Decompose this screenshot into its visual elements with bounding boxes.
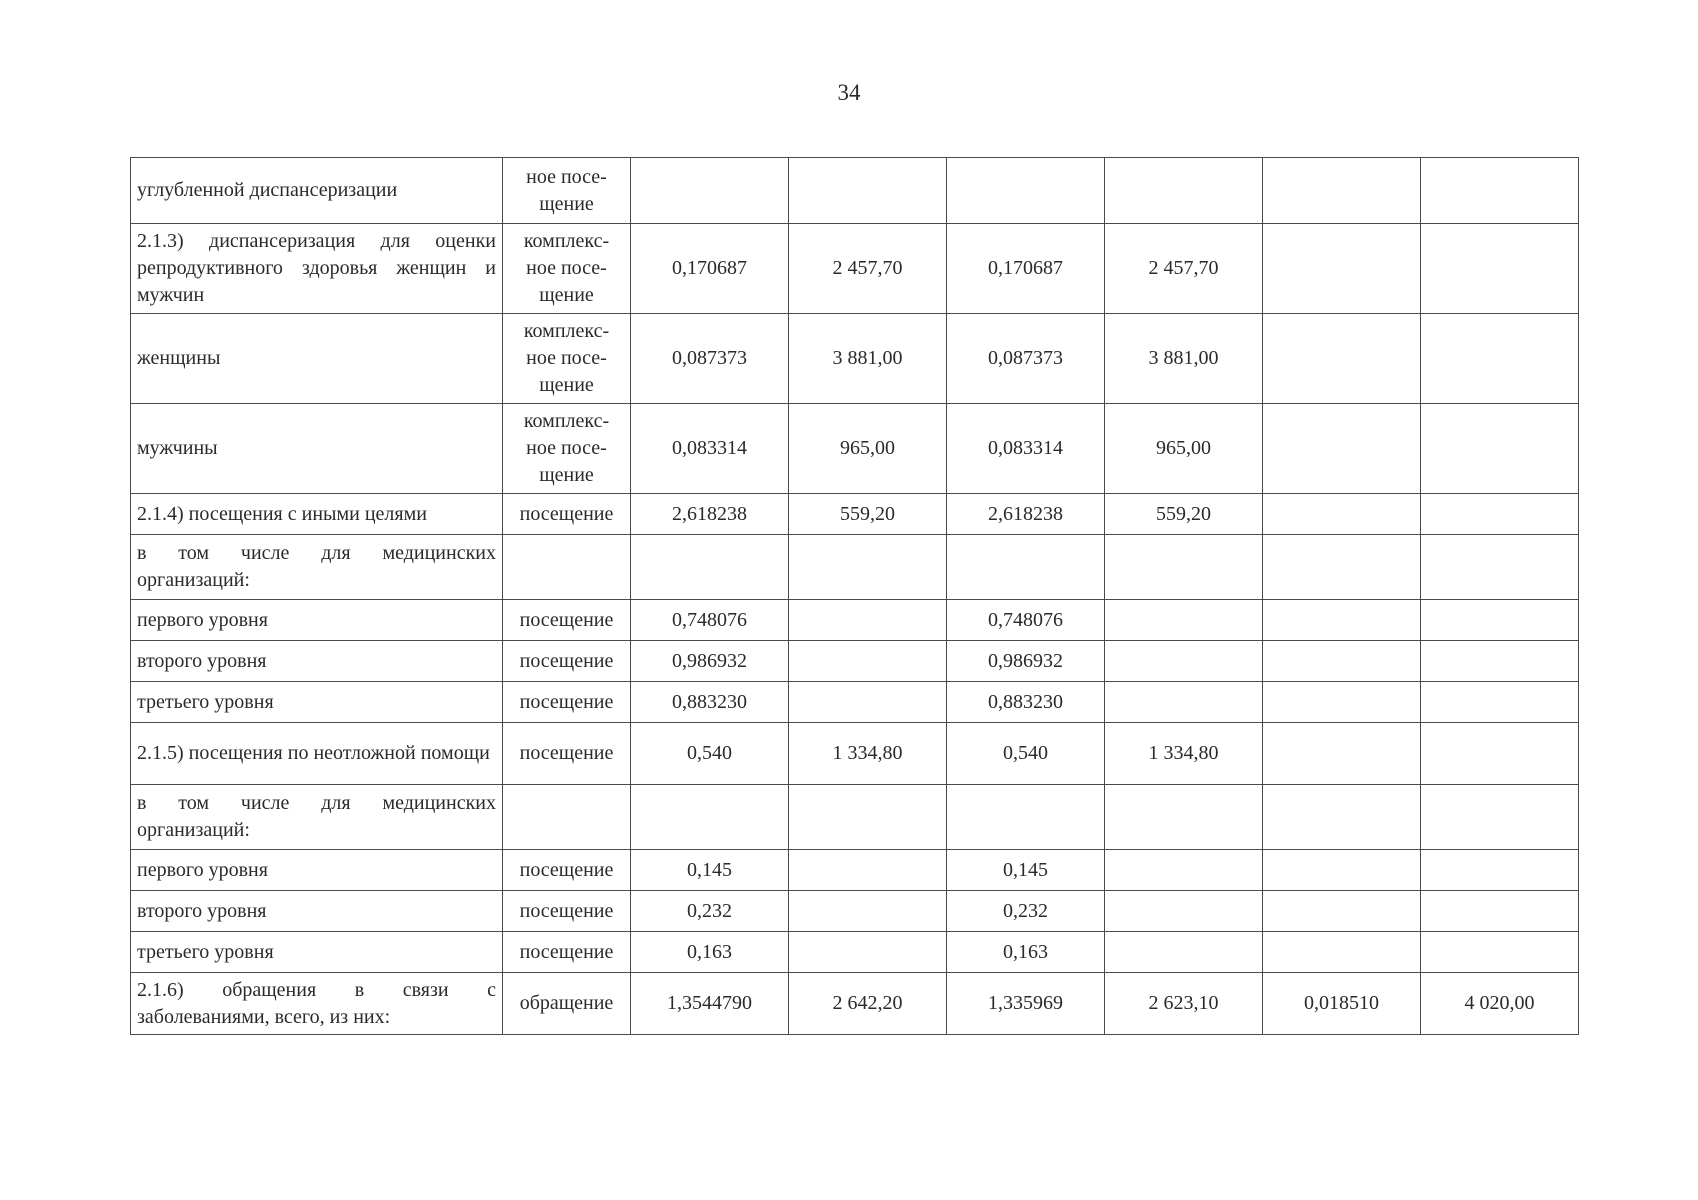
table-row bbox=[131, 224, 1579, 314]
value-cell: 0,163 bbox=[631, 932, 789, 973]
value-cell: 4 020,00 bbox=[1421, 973, 1579, 1035]
value-cell bbox=[1263, 891, 1421, 932]
value-cell bbox=[789, 682, 947, 723]
row-label: первого уровня bbox=[131, 850, 503, 891]
table-row bbox=[131, 494, 1579, 535]
unit-cell: посещение bbox=[503, 932, 631, 973]
value-cell: 965,00 bbox=[1105, 404, 1263, 494]
value-cell: 0,170687 bbox=[947, 224, 1105, 314]
value-cell bbox=[789, 158, 947, 224]
table-row bbox=[131, 535, 1579, 600]
unit-cell: посещение bbox=[503, 682, 631, 723]
value-cell bbox=[1421, 314, 1579, 404]
value-cell: 0,163 bbox=[947, 932, 1105, 973]
value-cell bbox=[947, 158, 1105, 224]
value-cell bbox=[1421, 404, 1579, 494]
table-row bbox=[131, 600, 1579, 641]
value-cell: 3 881,00 bbox=[789, 314, 947, 404]
row-label: третьего уровня bbox=[131, 932, 503, 973]
value-cell: 0,986932 bbox=[631, 641, 789, 682]
row-label: в том числе для медицинских организаций: bbox=[131, 785, 503, 850]
table-row bbox=[131, 932, 1579, 973]
table-row bbox=[131, 850, 1579, 891]
table-row bbox=[131, 641, 1579, 682]
value-cell: 0,145 bbox=[947, 850, 1105, 891]
unit-cell bbox=[503, 535, 631, 600]
value-cell bbox=[1263, 224, 1421, 314]
row-label: второго уровня bbox=[131, 641, 503, 682]
table-row bbox=[131, 682, 1579, 723]
value-cell bbox=[1263, 535, 1421, 600]
unit-cell: посещение bbox=[503, 891, 631, 932]
table-row bbox=[131, 891, 1579, 932]
value-cell bbox=[1421, 535, 1579, 600]
value-cell bbox=[1105, 682, 1263, 723]
value-cell bbox=[1105, 891, 1263, 932]
row-label: первого уровня bbox=[131, 600, 503, 641]
unit-cell: посещение bbox=[503, 723, 631, 785]
page-number: 34 bbox=[837, 80, 861, 105]
value-cell: 0,087373 bbox=[947, 314, 1105, 404]
value-cell: 559,20 bbox=[789, 494, 947, 535]
value-cell: 965,00 bbox=[789, 404, 947, 494]
value-cell: 0,232 bbox=[947, 891, 1105, 932]
value-cell bbox=[1263, 158, 1421, 224]
unit-cell: комплекс- ное посе- щение bbox=[503, 224, 631, 314]
value-cell: 0,232 bbox=[631, 891, 789, 932]
value-cell bbox=[1421, 682, 1579, 723]
unit-cell: посещение bbox=[503, 850, 631, 891]
value-cell bbox=[1421, 932, 1579, 973]
value-cell bbox=[1421, 785, 1579, 850]
unit-cell: ное посе- щение bbox=[503, 158, 631, 224]
value-cell bbox=[631, 785, 789, 850]
unit-cell: посещение bbox=[503, 494, 631, 535]
unit-cell bbox=[503, 785, 631, 850]
value-cell: 2 623,10 bbox=[1105, 973, 1263, 1035]
value-cell bbox=[789, 600, 947, 641]
value-cell bbox=[947, 535, 1105, 600]
value-cell bbox=[1105, 158, 1263, 224]
value-cell bbox=[631, 158, 789, 224]
table-row bbox=[131, 158, 1579, 224]
value-cell: 0,540 bbox=[631, 723, 789, 785]
value-cell: 2,618238 bbox=[947, 494, 1105, 535]
value-cell bbox=[1105, 641, 1263, 682]
unit-cell: обращение bbox=[503, 973, 631, 1035]
value-cell bbox=[1263, 723, 1421, 785]
standards-table bbox=[130, 157, 1579, 1035]
value-cell bbox=[1263, 850, 1421, 891]
value-cell: 0,145 bbox=[631, 850, 789, 891]
value-cell: 3 881,00 bbox=[1105, 314, 1263, 404]
value-cell bbox=[1263, 314, 1421, 404]
value-cell: 0,883230 bbox=[631, 682, 789, 723]
value-cell bbox=[1421, 224, 1579, 314]
row-label: второго уровня bbox=[131, 891, 503, 932]
unit-cell: посещение bbox=[503, 600, 631, 641]
value-cell bbox=[1421, 600, 1579, 641]
value-cell: 0,170687 bbox=[631, 224, 789, 314]
value-cell bbox=[789, 535, 947, 600]
value-cell: 1,335969 bbox=[947, 973, 1105, 1035]
value-cell bbox=[1263, 932, 1421, 973]
row-label: 2.1.5) посещения по неотложной помощи bbox=[131, 723, 503, 785]
value-cell bbox=[1105, 600, 1263, 641]
value-cell bbox=[631, 535, 789, 600]
value-cell: 0,083314 bbox=[947, 404, 1105, 494]
table-row bbox=[131, 723, 1579, 785]
value-cell: 2,618238 bbox=[631, 494, 789, 535]
row-label: мужчины bbox=[131, 404, 503, 494]
value-cell: 1 334,80 bbox=[1105, 723, 1263, 785]
value-cell bbox=[1263, 600, 1421, 641]
value-cell: 1 334,80 bbox=[789, 723, 947, 785]
value-cell bbox=[789, 785, 947, 850]
value-cell bbox=[1105, 535, 1263, 600]
row-label: 2.1.3) диспансеризация для оценки репродуктивного здоровья женщин и мужчин bbox=[131, 224, 503, 314]
value-cell: 0,883230 bbox=[947, 682, 1105, 723]
row-label: 2.1.6) обращения в связи с заболеваниями, всего, из них: bbox=[131, 973, 503, 1035]
value-cell: 1,3544790 bbox=[631, 973, 789, 1035]
row-label: 2.1.4) посещения с иными целями bbox=[131, 494, 503, 535]
value-cell bbox=[1263, 785, 1421, 850]
value-cell bbox=[1105, 932, 1263, 973]
row-label: в том числе для медицинских организаций: bbox=[131, 535, 503, 600]
row-label: третьего уровня bbox=[131, 682, 503, 723]
value-cell: 0,018510 bbox=[1263, 973, 1421, 1035]
value-cell bbox=[789, 641, 947, 682]
table-row bbox=[131, 785, 1579, 850]
value-cell: 0,083314 bbox=[631, 404, 789, 494]
value-cell bbox=[1263, 404, 1421, 494]
table-row bbox=[131, 973, 1579, 1035]
value-cell bbox=[789, 932, 947, 973]
value-cell bbox=[1421, 494, 1579, 535]
value-cell: 0,087373 bbox=[631, 314, 789, 404]
value-cell: 0,540 bbox=[947, 723, 1105, 785]
value-cell: 2 457,70 bbox=[1105, 224, 1263, 314]
value-cell bbox=[1105, 850, 1263, 891]
unit-cell: комплекс- ное посе- щение bbox=[503, 404, 631, 494]
table-row bbox=[131, 314, 1579, 404]
value-cell: 2 457,70 bbox=[789, 224, 947, 314]
value-cell bbox=[789, 850, 947, 891]
row-label: углубленной диспансеризации bbox=[131, 158, 503, 224]
value-cell bbox=[1421, 641, 1579, 682]
value-cell bbox=[1421, 723, 1579, 785]
row-label: женщины bbox=[131, 314, 503, 404]
table-row bbox=[131, 404, 1579, 494]
value-cell bbox=[1105, 785, 1263, 850]
value-cell: 0,986932 bbox=[947, 641, 1105, 682]
value-cell bbox=[1421, 850, 1579, 891]
value-cell: 2 642,20 bbox=[789, 973, 947, 1035]
value-cell bbox=[1263, 682, 1421, 723]
value-cell: 0,748076 bbox=[631, 600, 789, 641]
value-cell bbox=[1263, 494, 1421, 535]
value-cell bbox=[789, 891, 947, 932]
value-cell bbox=[1421, 158, 1579, 224]
unit-cell: комплекс- ное посе- щение bbox=[503, 314, 631, 404]
value-cell: 0,748076 bbox=[947, 600, 1105, 641]
value-cell bbox=[1263, 641, 1421, 682]
value-cell: 559,20 bbox=[1105, 494, 1263, 535]
unit-cell: посещение bbox=[503, 641, 631, 682]
value-cell bbox=[1421, 891, 1579, 932]
value-cell bbox=[947, 785, 1105, 850]
